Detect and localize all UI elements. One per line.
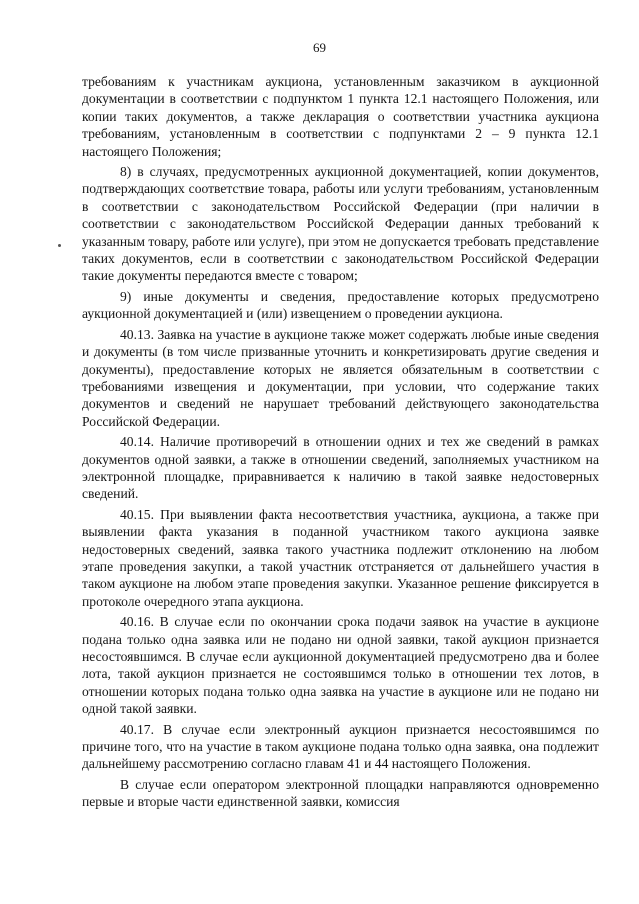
- paragraph-40-14: 40.14. Наличие противоречий в отношении одних и тех же сведений в рамках документов одной заявки, а также в отношении сведений, заполняемых участником на электронной площадке, приравнивается к наличию в такой заявке недостоверных сведений.: [82, 434, 599, 502]
- paragraph-final: В случае если оператором электронной площадки направляются одновременно первые и вторые части единственной заявки, комиссия: [82, 776, 599, 810]
- paragraph-item-8: 8) в случаях, предусмотренных аукционной документацией, копии документов, подтверждающих соответствие товара, работы или услуги требованиям, установленным в соответствии с законодательством Российской Федерации (при наличии в соответствии с законодательством Российской Федерации данных требований к указанным товару, работе или услуге), при этом не допускается требовать представление таких документов, если в соответствии с законодательством Российской Федерации такие документы передаются вместе с товаром;: [82, 164, 599, 284]
- page-number: 69: [313, 40, 326, 55]
- paragraph-continuation: требованиям к участникам аукциона, установленным заказчиком в аукционной документации в соответствии с подпунктом 1 пункта 12.1 настоящего Положения, или копии таких документов, а также декларация о соответствии участника аукциона требованиям, установленным в соответствии с подпунктами 2 – 9 пункта 12.1 настоящего Положения;: [82, 74, 599, 159]
- document-body: [82, 73, 599, 814]
- margin-mark: [58, 244, 61, 247]
- paragraph-item-9: 9) иные документы и сведения, предоставление которых предусмотрено аукционной документацией и (или) извещением о проведении аукциона.: [82, 288, 599, 322]
- paragraph-40-13: 40.13. Заявка на участие в аукционе также может содержать любые иные сведения и документы (в том числе призванные уточнить и конкретизировать другие сведения и документы), предоставление которых не является обязательным в соответствии с требованиями извещения и документации, при условии, что содержание таких документов и сведений не нарушает требований действующего законодательства Российской Федерации.: [82, 326, 599, 429]
- paragraph-40-15: 40.15. При выявлении факта несоответствия участника, аукциона, а также при выявлении факта указания в поданной участником такого аукциона заявке недостоверных сведений, заявка такого участника подлежит отклонению на любом этапе проведения закупки, а такой участник отстраняется от дальнейшего участия в таком аукционе на любом этапе проведения закупки. Указанное решение фиксируется в протоколе очередного этапа аукциона.: [82, 506, 599, 609]
- paragraph-40-17: 40.17. В случае если электронный аукцион признается несостоявшимся по причине того, что на участие в таком аукционе подана только одна заявка, она подлежит дальнейшему рассмотрению согласно главам 41 и 44 настоящего Положения.: [82, 721, 599, 772]
- paragraph-40-16: 40.16. В случае если по окончании срока подачи заявок на участие в аукционе подана только одна заявка или не подано ни одной заявки, такой аукцион признается несостоявшимся. В случае если аукционной документацией предусмотрено два и более лота, такой аукцион признается не состоявшимся только в отношении тех лотов, в отношении которых подана только одна заявка на участие в аукционе или не подано ни одной такой заявки.: [82, 614, 599, 717]
